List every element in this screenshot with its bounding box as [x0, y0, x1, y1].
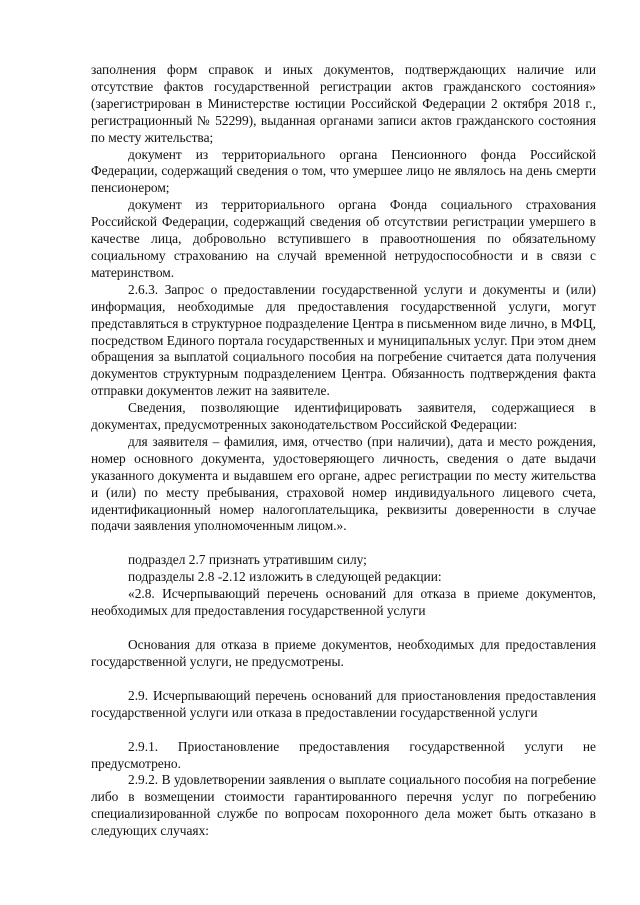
paragraph-2-6-3: 2.6.3. Запрос о предоставлении государственной услуги и документы и (или) информация, необходимые для предоставления государственной услуги, могут представляться в структурное подразделение Центра в письменном виде лично, в МФЦ, посредством Единого портала государственных и муниципальных услуг. При этом днем обращения за выплатой социального пособия на погребение считается дата получения документов структурным подразделением Центра. Обязанность подтверждения факта отправки документов лежит на заявителе. [91, 281, 596, 399]
paragraph-certificate-forms: заполнения форм справок и иных документов, подтверждающих наличие или отсутствие фактов государственной регистрации актов гражданского состояния» (зарегистрирован в Министерстве юстиции Российской Федерации 2 октября 2018 г., регистрационный № 52299), выданная органами записи актов гражданского состояния по месту жительства; [91, 62, 596, 145]
paragraph-no-refusal-grounds: Основания для отказа в приеме документов, необходимых для предоставления государственной услуги, не предусмотрены. [91, 637, 596, 669]
paragraph-applicant-details: для заявителя – фамилия, имя, отчество (при наличии), дата и место рождения, номер основного документа, удостоверяющего личность, сведения о дате выдачи указанного документа и выдавшем его органе, адрес регистрации по месту жительства и (или) по месту пребывания, страховой номер индивидуального лицевого счета, идентификационный номер налогоплательщика, реквизиты доверенности в случае подачи заявления уполномоченным лицом.». [91, 433, 596, 534]
spacer [91, 535, 596, 552]
spacer [91, 722, 596, 739]
spacer [91, 671, 596, 688]
paragraph-subsection-2-7: подраздел 2.7 признать утратившим силу; [128, 552, 367, 568]
spacer [91, 620, 596, 637]
paragraph-2-9-1: 2.9.1. Приостановление предоставления государственной услуги не предусмотрено. [91, 738, 596, 771]
paragraph-social-insurance-document: документ из территориального органа Фонда социального страхования Российской Федерации, содержащий сведения об отсутствии регистрации умершего в качестве лица, добровольно вступившего в правоотношения по обязательному социальному страхованию на случай временной нетрудоспособности и в связи с материнством. [91, 197, 596, 280]
paragraph-2-9-2: 2.9.2. В удовлетворении заявления о выплате социального пособия на погребение либо в возмещении стоимости гарантированного перечня услуг по погребению специализированной службе по вопросам похоронного дела может быть отказано в следующих случаях: [91, 772, 596, 839]
paragraph-pension-fund-document: документ из территориального органа Пенсионного фонда Российской Федерации, содержащий сведения о том, что умершее лицо не являлось на день смерти пенсионером; [91, 146, 596, 196]
paragraph-identification-info: Сведения, позволяющие идентифицировать заявителя, содержащиеся в документах, предусмотренных законодательством Российской Федерации: [91, 400, 596, 433]
heading-2-8: «2.8. Исчерпывающий перечень оснований для отказа в приеме документов, необходимых для предоставления государственной услуги [91, 586, 596, 619]
paragraph-subsections-2-8-2-12: подразделы 2.8 -2.12 изложить в следующей редакции: [128, 569, 442, 585]
heading-2-9: 2.9. Исчерпывающий перечень оснований для приостановления предоставления государственной услуги или отказа в предоставлении государственной услуги [91, 687, 596, 720]
